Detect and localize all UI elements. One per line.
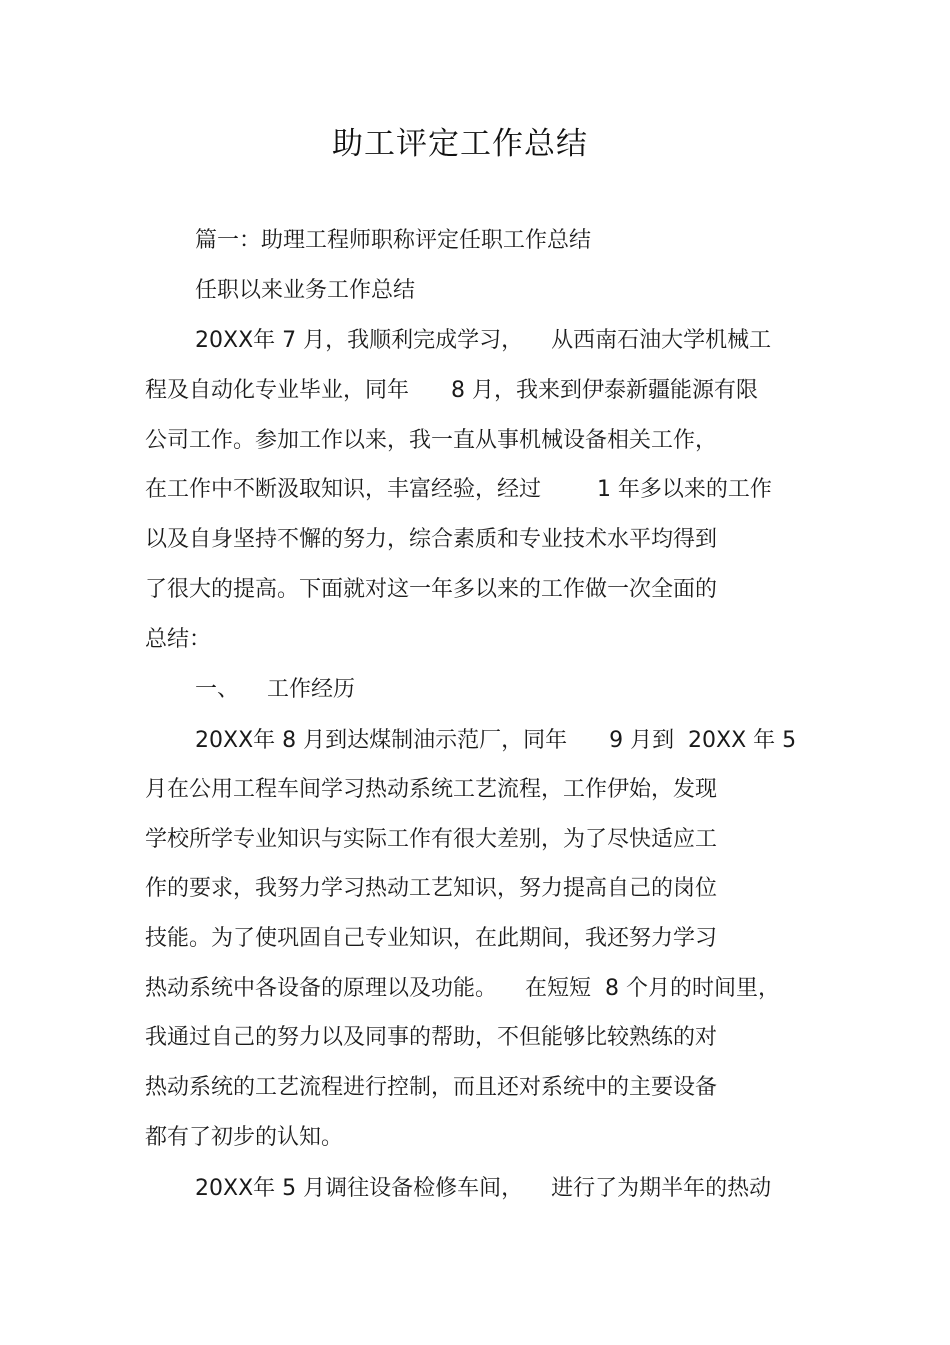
- paragraph-line: 都有了初步的认知。: [145, 1125, 344, 1150]
- paragraph-line: 我通过自己的努力以及同事的帮助，不但能够比较熟练的对: [145, 1025, 718, 1050]
- paragraph-line: 热动系统中各设备的原理以及功能。 在短短 8 个月的时间里，: [145, 976, 780, 1001]
- section-heading-part-one: 篇一：助理工程师职称评定任职工作总结: [195, 228, 592, 253]
- subheading-work-summary: 任职以来业务工作总结: [195, 278, 416, 303]
- paragraph-line: 热动系统的工艺流程进行控制，而且还对系统中的主要设备: [145, 1075, 718, 1100]
- paragraph-line: 20XX年 7 月，我顺利完成学习， 从西南石油大学机械工: [195, 328, 772, 353]
- paragraph-line: 作的要求，我努力学习热动工艺知识，努力提高自己的岗位: [145, 876, 718, 901]
- paragraph-line: 月在公用工程车间学习热动系统工艺流程，工作伊始，发现: [145, 777, 718, 802]
- paragraph-line: 了很大的提高。下面就对这一年多以来的工作做一次全面的: [145, 577, 718, 602]
- paragraph-line: 20XX年 8 月到达煤制油示范厂，同年 9 月到 20XX 年 5: [195, 728, 797, 753]
- paragraph-line: 学校所学专业知识与实际工作有很大差别，为了尽快适应工: [145, 827, 718, 852]
- section-heading-work-experience: 一、 工作经历: [195, 677, 355, 702]
- paragraph-line: 技能。为了使巩固自己专业知识，在此期间，我还努力学习: [145, 926, 718, 951]
- paragraph-line: 以及自身坚持不懈的努力，综合素质和专业技术水平均得到: [145, 527, 718, 552]
- paragraph-line: 公司工作。参加工作以来，我一直从事机械设备相关工作，: [145, 428, 718, 453]
- document-title: 助工评定工作总结: [332, 126, 588, 162]
- paragraph-line: 总结：: [145, 627, 212, 652]
- paragraph-line: 在工作中不断汲取知识，丰富经验，经过 1 年多以来的工作: [145, 477, 772, 502]
- paragraph-line: 20XX年 5 月调往设备检修车间， 进行了为期半年的热动: [195, 1176, 772, 1201]
- paragraph-line: 程及自动化专业毕业，同年 8 月，我来到伊泰新疆能源有限: [145, 378, 758, 403]
